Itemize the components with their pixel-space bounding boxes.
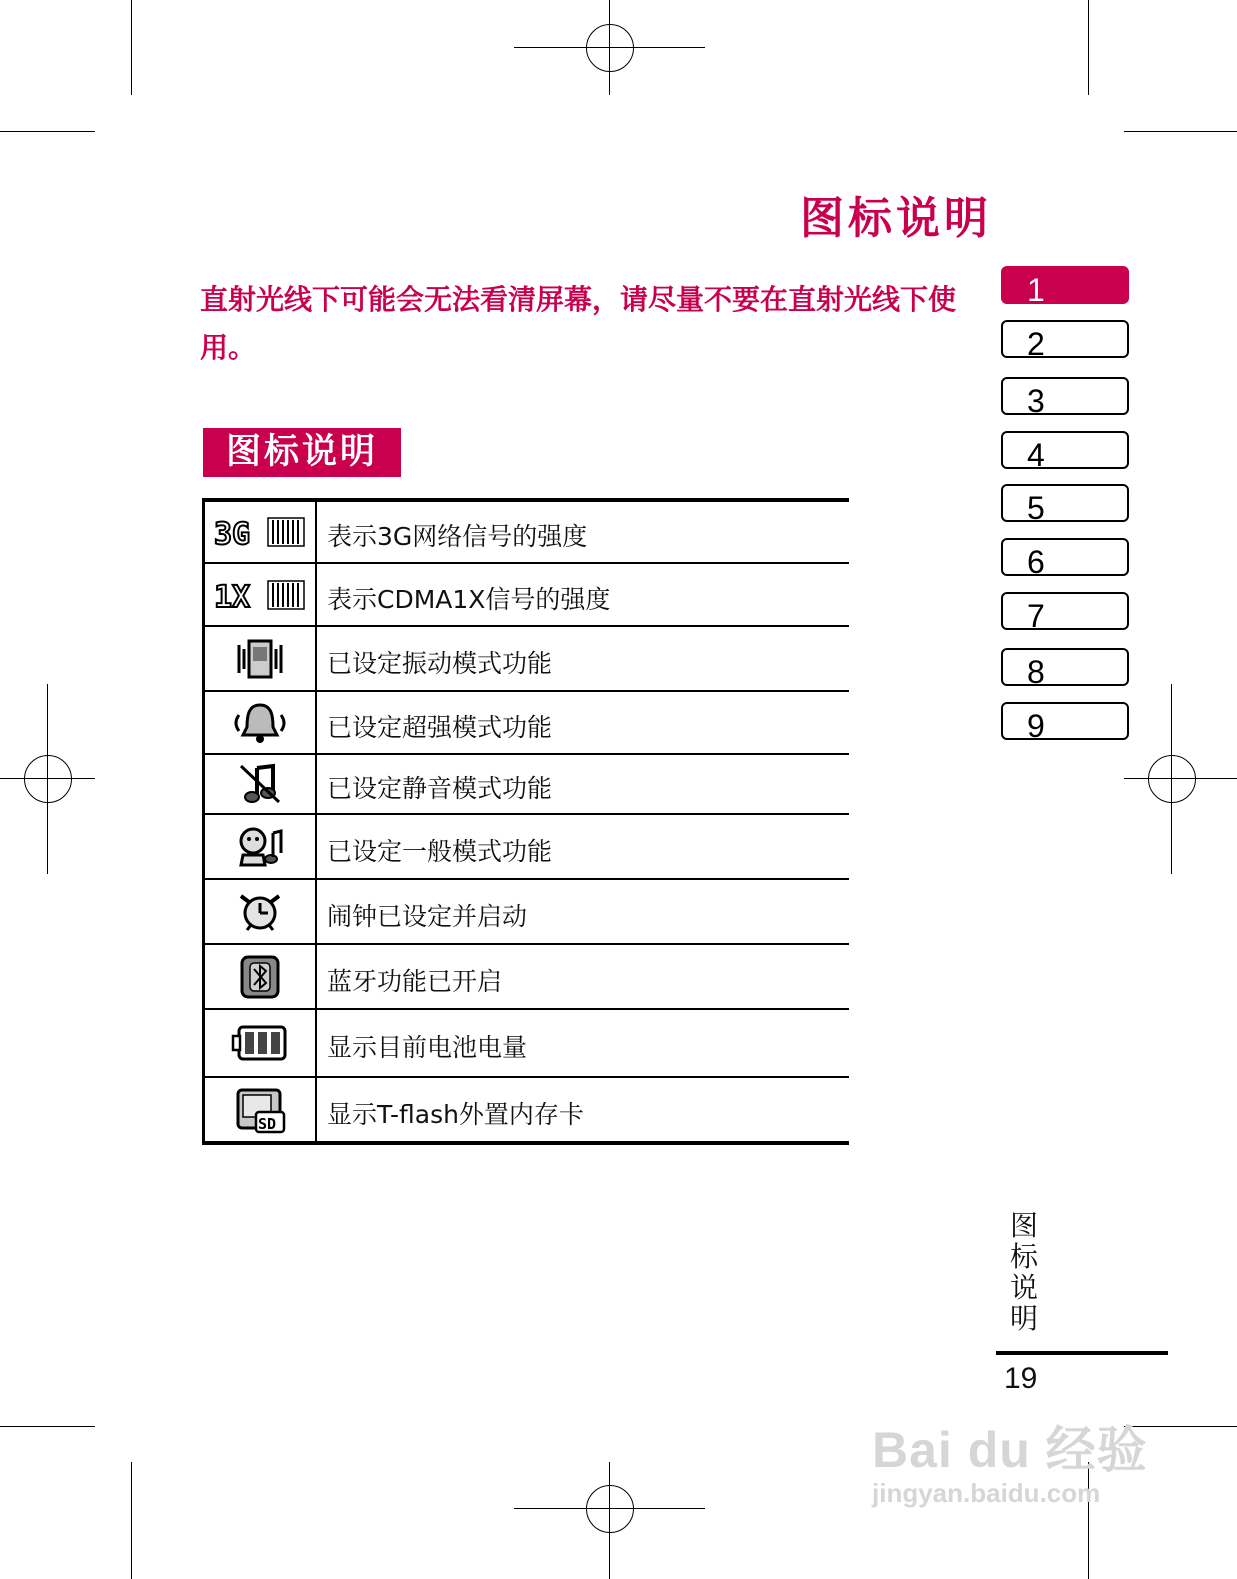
- table-row: [205, 564, 849, 627]
- registration-circle: [24, 755, 72, 803]
- chapter-tab-3[interactable]: 3: [1001, 377, 1129, 415]
- chapter-tab-6[interactable]: 6: [1001, 538, 1129, 576]
- table-row: [205, 502, 849, 564]
- table-row: [205, 945, 849, 1010]
- registration-circle: [586, 1485, 634, 1533]
- chapter-tab-5[interactable]: 5: [1001, 484, 1129, 522]
- memory-card-icon: [205, 1078, 317, 1141]
- table-row: [205, 1010, 849, 1078]
- section-heading: 图标说明: [203, 428, 401, 477]
- chapter-tab-9[interactable]: 9: [1001, 702, 1129, 740]
- crop-mark: [131, 0, 132, 95]
- page-divider: [996, 1351, 1168, 1355]
- icon-description: 显示目前电池电量: [327, 1033, 528, 1062]
- watermark-main: Bai du 经验: [872, 1422, 1148, 1478]
- chapter-tab-8[interactable]: 8: [1001, 648, 1129, 686]
- table-row: [205, 880, 849, 945]
- table-row: [205, 692, 849, 755]
- chapter-tab-2[interactable]: 2: [1001, 320, 1129, 358]
- battery-icon: [205, 1010, 317, 1076]
- icon-description: 闹钟已设定并启动: [327, 901, 528, 931]
- crop-mark: [1124, 131, 1237, 132]
- crop-mark: [1088, 0, 1089, 95]
- watermark-url: jingyan.baidu.com: [872, 1478, 1101, 1508]
- table-row: [205, 815, 849, 880]
- page-number: 19: [1004, 1362, 1038, 1395]
- table-row: [205, 627, 849, 692]
- registration-circle: [586, 24, 634, 72]
- chapter-tab-7[interactable]: 7: [1001, 592, 1129, 630]
- alarm-icon: [205, 880, 317, 943]
- chapter-tab-4[interactable]: 4: [1001, 431, 1129, 469]
- icon-description: 显示T-flash外置内存卡: [327, 1099, 584, 1129]
- silent-mode-icon: [205, 755, 317, 813]
- vibrate-mode-icon: [205, 627, 317, 690]
- chapter-tab-1[interactable]: 1: [1001, 266, 1129, 304]
- crop-mark: [0, 131, 95, 132]
- side-section-label: 图标说明: [1009, 1209, 1038, 1335]
- icon-description: 已设定静音模式功能: [327, 774, 553, 803]
- page-title: 图标说明: [800, 193, 992, 244]
- icon-description: 蓝牙功能已开启: [327, 966, 503, 996]
- icon-description: 已设定一般模式功能: [327, 836, 553, 866]
- loud-mode-icon: [205, 692, 317, 753]
- warning-text: 直射光线下可能会无法看清屏幕，请尽量不要在直射光线下使用。: [200, 283, 957, 364]
- cdma-1x-signal-icon: [205, 564, 317, 625]
- table-row: [205, 755, 849, 815]
- icon-description: 表示3G网络信号的强度: [327, 522, 588, 551]
- baidu-watermark: [872, 1410, 1148, 1509]
- 3g-signal-icon: [205, 502, 317, 562]
- crop-mark: [131, 1462, 132, 1579]
- icon-table: [202, 498, 849, 1145]
- crop-mark: [0, 1426, 95, 1427]
- normal-mode-icon: [205, 815, 317, 878]
- icon-description: 已设定超强模式功能: [327, 712, 553, 742]
- svg-text:1X: 1X: [214, 579, 251, 613]
- svg-text:SD: SD: [258, 1114, 277, 1133]
- icon-description: 已设定振动模式功能: [327, 648, 553, 678]
- svg-text:3G: 3G: [214, 517, 251, 550]
- table-row: [205, 1078, 849, 1141]
- bluetooth-icon: [205, 945, 317, 1008]
- registration-circle: [1148, 755, 1196, 803]
- icon-description: 表示CDMA1X信号的强度: [327, 584, 611, 614]
